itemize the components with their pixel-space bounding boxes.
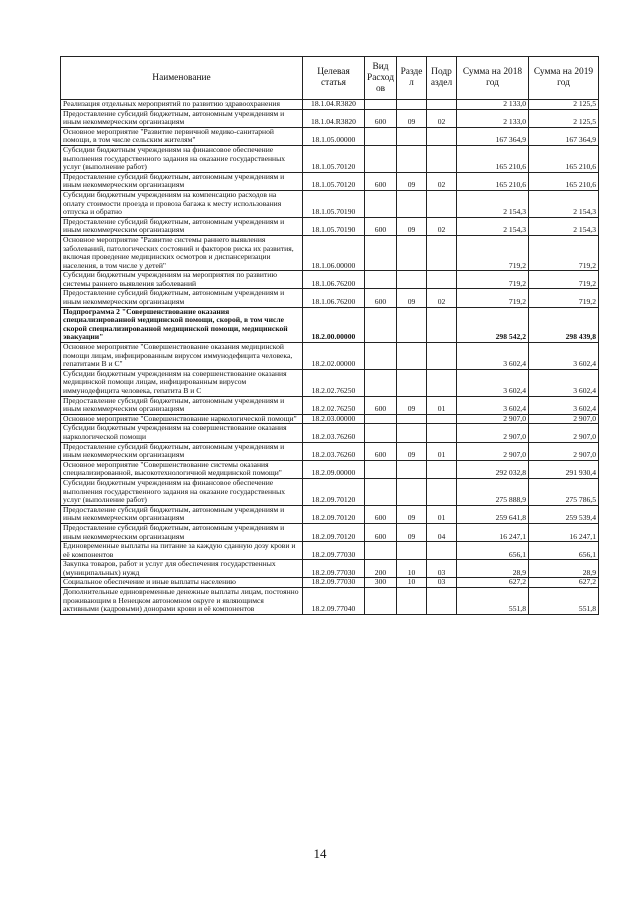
cell-kind [365, 100, 397, 110]
cell-target: 18.2.03.00000 [303, 414, 365, 424]
cell-sum-2019: 719,2 [529, 235, 599, 270]
cell-sum-2018: 719,2 [457, 235, 529, 270]
cell-section: 10 [397, 578, 427, 588]
cell-sum-2019: 2 907,0 [529, 424, 599, 442]
cell-subsection: 03 [427, 578, 457, 588]
cell-kind [365, 343, 397, 370]
cell-subsection: 02 [427, 109, 457, 127]
cell-kind: 600 [365, 289, 397, 307]
cell-kind [365, 542, 397, 560]
cell-sum-2018: 2 154,3 [457, 217, 529, 235]
cell-sum-2019: 165 210,6 [529, 172, 599, 190]
cell-name: Субсидии бюджетным учреждениям на финансовое обеспечение выполнения государственного задания на оказание государственных услуг (выполнение работ) [61, 145, 303, 172]
cell-kind: 600 [365, 505, 397, 523]
cell-section: 09 [397, 505, 427, 523]
table-row [61, 460, 599, 478]
cell-target: 18.1.04.R3820 [303, 109, 365, 127]
cell-sum-2018: 3 602,4 [457, 369, 529, 396]
table-row [61, 190, 599, 217]
table-row [61, 505, 599, 523]
cell-kind [365, 478, 397, 505]
cell-kind [365, 190, 397, 217]
cell-name: Социальное обеспечение и иные выплаты населению [61, 578, 303, 588]
cell-target: 18.2.09.77040 [303, 588, 365, 615]
cell-target: 18.2.09.00000 [303, 460, 365, 478]
cell-target: 18.1.06.76200 [303, 289, 365, 307]
cell-sum-2019: 551,8 [529, 588, 599, 615]
table-row [61, 217, 599, 235]
cell-kind: 600 [365, 109, 397, 127]
cell-section [397, 235, 427, 270]
cell-section [397, 127, 427, 145]
cell-section [397, 343, 427, 370]
table-row [61, 289, 599, 307]
cell-sum-2019: 259 539,4 [529, 505, 599, 523]
cell-name: Предоставление субсидий бюджетным, автономным учреждениям и иным некоммерческим организациям [61, 396, 303, 414]
cell-sum-2019: 2 907,0 [529, 442, 599, 460]
table-row [61, 343, 599, 370]
cell-subsection [427, 145, 457, 172]
cell-sum-2018: 719,2 [457, 289, 529, 307]
cell-name: Дополнительные единовременные денежные выплаты лицам, постоянно проживающим в Ненецком автономном округе и являющимся активными (кадровыми) донорами крови и её компонентов [61, 588, 303, 615]
cell-subsection [427, 588, 457, 615]
cell-sum-2019: 275 786,5 [529, 478, 599, 505]
cell-section: 09 [397, 442, 427, 460]
table-row [61, 109, 599, 127]
cell-sum-2018: 2 907,0 [457, 424, 529, 442]
cell-sum-2019: 2 125,5 [529, 100, 599, 110]
table-row [61, 578, 599, 588]
cell-sum-2019: 167 364,9 [529, 127, 599, 145]
table-row [61, 235, 599, 270]
cell-subsection [427, 424, 457, 442]
table-row [61, 523, 599, 541]
cell-sum-2018: 3 602,4 [457, 396, 529, 414]
cell-section: 10 [397, 560, 427, 578]
cell-kind [365, 369, 397, 396]
cell-sum-2018: 3 602,4 [457, 343, 529, 370]
cell-subsection [427, 127, 457, 145]
budget-table [60, 56, 599, 615]
cell-kind [365, 588, 397, 615]
cell-target: 18.1.06.76200 [303, 271, 365, 289]
cell-name: Предоставление субсидий бюджетным, автономным учреждениям и иным некоммерческим организациям [61, 172, 303, 190]
cell-section [397, 271, 427, 289]
cell-target: 18.1.05.00000 [303, 127, 365, 145]
cell-sum-2018: 259 641,8 [457, 505, 529, 523]
cell-name: Субсидии бюджетным учреждениям на совершенствование оказания наркологической помощи [61, 424, 303, 442]
table-row [61, 414, 599, 424]
cell-name: Предоставление субсидий бюджетным, автономным учреждениям и иным некоммерческим организациям [61, 217, 303, 235]
cell-kind [365, 235, 397, 270]
cell-kind: 600 [365, 217, 397, 235]
cell-name: Предоставление субсидий бюджетным, автономным учреждениям и иным некоммерческим организациям [61, 523, 303, 541]
header-section: Разде л [397, 57, 427, 100]
cell-name: Подпрограмма 2 "Совершенствование оказания специализированной медицинской помощи, скорой, в том числе скорой специализированной медицинской помощи, медицинской эвакуации" [61, 307, 303, 342]
cell-sum-2018: 275 888,9 [457, 478, 529, 505]
cell-name: Предоставление субсидий бюджетным, автономным учреждениям и иным некоммерческим организациям [61, 442, 303, 460]
table-row [61, 442, 599, 460]
cell-target: 18.1.04.R3820 [303, 100, 365, 110]
cell-subsection [427, 343, 457, 370]
cell-target: 18.1.05.70120 [303, 145, 365, 172]
cell-sum-2018: 165 210,6 [457, 145, 529, 172]
cell-sum-2019: 719,2 [529, 271, 599, 289]
cell-sum-2019: 3 602,4 [529, 343, 599, 370]
cell-sum-2019: 165 210,6 [529, 145, 599, 172]
header-target: Целевая статья [303, 57, 365, 100]
cell-sum-2019: 3 602,4 [529, 396, 599, 414]
cell-sum-2019: 2 907,0 [529, 414, 599, 424]
cell-kind: 200 [365, 560, 397, 578]
cell-sum-2018: 551,8 [457, 588, 529, 615]
cell-sum-2018: 2 154,3 [457, 190, 529, 217]
page-number: 14 [313, 846, 327, 861]
cell-name: Единовременные выплаты на питание за каждую сданную дозу крови и её компонентов [61, 542, 303, 560]
cell-sum-2018: 16 247,1 [457, 523, 529, 541]
cell-section [397, 460, 427, 478]
cell-sum-2019: 16 247,1 [529, 523, 599, 541]
cell-sum-2019: 2 125,5 [529, 109, 599, 127]
table-row [61, 100, 599, 110]
cell-section [397, 145, 427, 172]
cell-section [397, 478, 427, 505]
cell-subsection: 01 [427, 442, 457, 460]
cell-section: 09 [397, 172, 427, 190]
cell-kind [365, 271, 397, 289]
table-body [61, 100, 599, 615]
cell-section: 09 [397, 523, 427, 541]
cell-subsection [427, 414, 457, 424]
cell-section [397, 369, 427, 396]
cell-section [397, 542, 427, 560]
cell-kind [365, 460, 397, 478]
cell-name: Предоставление субсидий бюджетным, автономным учреждениям и иным некоммерческим организациям [61, 505, 303, 523]
header-kind: Вид Расход ов [365, 57, 397, 100]
cell-target: 18.2.09.70120 [303, 523, 365, 541]
cell-subsection [427, 542, 457, 560]
cell-subsection [427, 369, 457, 396]
cell-sum-2019: 291 930,4 [529, 460, 599, 478]
cell-sum-2018: 627,2 [457, 578, 529, 588]
cell-kind [365, 424, 397, 442]
cell-sum-2018: 28,9 [457, 560, 529, 578]
cell-target: 18.2.00.00000 [303, 307, 365, 342]
cell-section [397, 307, 427, 342]
cell-subsection: 02 [427, 289, 457, 307]
table-row [61, 396, 599, 414]
cell-section [397, 424, 427, 442]
cell-sum-2019: 656,1 [529, 542, 599, 560]
cell-name: Основное мероприятие "Совершенствование наркологической помощи" [61, 414, 303, 424]
table-row [61, 424, 599, 442]
table-row [61, 172, 599, 190]
table-row [61, 127, 599, 145]
cell-kind: 300 [365, 578, 397, 588]
cell-section: 09 [397, 289, 427, 307]
cell-subsection: 02 [427, 217, 457, 235]
cell-target: 18.2.09.70120 [303, 478, 365, 505]
cell-subsection [427, 271, 457, 289]
cell-name: Субсидии бюджетным учреждениям на компенсацию расходов на оплату стоимости проезда и провоза багажа к месту использования отпуска и обратно [61, 190, 303, 217]
header-name: Наименование [61, 57, 303, 100]
cell-sum-2019: 627,2 [529, 578, 599, 588]
cell-name: Основное мероприятие "Развитие системы раннего выявления заболеваний, патологических состояний и факторов риска их развития, включая проведение медицинских осмотров и диспансеризации населения, в том числе у детей" [61, 235, 303, 270]
cell-sum-2019: 2 154,3 [529, 190, 599, 217]
cell-subsection [427, 190, 457, 217]
cell-kind: 600 [365, 523, 397, 541]
table-row [61, 307, 599, 342]
cell-section [397, 588, 427, 615]
cell-name: Основное мероприятие "Развитие первичной медико-санитарной помощи, в том числе сельским жителям" [61, 127, 303, 145]
cell-sum-2019: 298 439,8 [529, 307, 599, 342]
cell-name: Основное мероприятие "Совершенствование оказания медицинской помощи лицам, инфицированным вирусом иммунодефицита человека, гепатитами В и С" [61, 343, 303, 370]
cell-name: Субсидии бюджетным учреждениям на совершенствование оказания медицинской помощи лицам, инфицированным вирусом иммунодефицита человека, гепатита В и С [61, 369, 303, 396]
cell-sum-2018: 165 210,6 [457, 172, 529, 190]
cell-name: Предоставление субсидий бюджетным, автономным учреждениям и иным некоммерческим организациям [61, 109, 303, 127]
cell-sum-2018: 719,2 [457, 271, 529, 289]
cell-target: 18.2.02.00000 [303, 343, 365, 370]
table-row [61, 588, 599, 615]
cell-target: 18.2.09.70120 [303, 505, 365, 523]
cell-sum-2019: 719,2 [529, 289, 599, 307]
table-row [61, 271, 599, 289]
cell-subsection: 03 [427, 560, 457, 578]
cell-target: 18.2.03.76260 [303, 442, 365, 460]
cell-sum-2018: 2 907,0 [457, 414, 529, 424]
cell-subsection [427, 100, 457, 110]
cell-sum-2018: 2 133,0 [457, 100, 529, 110]
cell-target: 18.1.05.70190 [303, 190, 365, 217]
cell-kind: 600 [365, 396, 397, 414]
cell-target: 18.1.05.70190 [303, 217, 365, 235]
cell-subsection [427, 460, 457, 478]
cell-name: Основное мероприятие "Совершенствование системы оказания специализированной, высокотехнологичной медицинской помощи" [61, 460, 303, 478]
cell-subsection [427, 235, 457, 270]
cell-kind [365, 145, 397, 172]
cell-sum-2019: 28,9 [529, 560, 599, 578]
cell-sum-2018: 2 133,0 [457, 109, 529, 127]
cell-name: Реализация отдельных мероприятий по развитию здравоохранения [61, 100, 303, 110]
cell-target: 18.1.06.00000 [303, 235, 365, 270]
table-row [61, 145, 599, 172]
cell-name: Субсидии бюджетным учреждениям на финансовое обеспечение выполнения государственного задания на оказание государственных услуг (выполнение работ) [61, 478, 303, 505]
cell-sum-2018: 167 364,9 [457, 127, 529, 145]
cell-section [397, 414, 427, 424]
cell-target: 18.2.02.76250 [303, 369, 365, 396]
cell-target: 18.1.05.70120 [303, 172, 365, 190]
cell-section [397, 100, 427, 110]
cell-name: Предоставление субсидий бюджетным, автономным учреждениям и иным некоммерческим организациям [61, 289, 303, 307]
cell-name: Закупка товаров, работ и услуг для обеспечения государственных (муниципальных) нужд [61, 560, 303, 578]
table-row [61, 369, 599, 396]
cell-sum-2018: 298 542,2 [457, 307, 529, 342]
cell-name: Субсидии бюджетным учреждениям на мероприятия по развитию системы раннего выявления заболеваний [61, 271, 303, 289]
cell-section: 09 [397, 217, 427, 235]
cell-kind [365, 307, 397, 342]
cell-subsection [427, 478, 457, 505]
header-subsection: Подр аздел [427, 57, 457, 100]
cell-subsection: 04 [427, 523, 457, 541]
table-row [61, 478, 599, 505]
cell-sum-2018: 2 907,0 [457, 442, 529, 460]
table-row [61, 560, 599, 578]
cell-sum-2019: 3 602,4 [529, 369, 599, 396]
cell-target: 18.2.09.77030 [303, 578, 365, 588]
cell-kind: 600 [365, 172, 397, 190]
cell-sum-2019: 2 154,3 [529, 217, 599, 235]
cell-kind: 600 [365, 442, 397, 460]
cell-target: 18.2.09.77030 [303, 560, 365, 578]
cell-subsection: 01 [427, 505, 457, 523]
cell-target: 18.2.02.76250 [303, 396, 365, 414]
header-sum-2018: Сумма на 2018 год [457, 57, 529, 100]
cell-subsection: 02 [427, 172, 457, 190]
cell-subsection [427, 307, 457, 342]
cell-target: 18.2.03.76260 [303, 424, 365, 442]
cell-sum-2018: 656,1 [457, 542, 529, 560]
cell-kind [365, 414, 397, 424]
cell-section [397, 190, 427, 217]
cell-section: 09 [397, 109, 427, 127]
cell-subsection: 01 [427, 396, 457, 414]
header-sum-2019: Сумма на 2019 год [529, 57, 599, 100]
cell-target: 18.2.09.77030 [303, 542, 365, 560]
cell-section: 09 [397, 396, 427, 414]
table-header-row [61, 57, 599, 100]
cell-kind [365, 127, 397, 145]
table-row [61, 542, 599, 560]
cell-sum-2018: 292 032,8 [457, 460, 529, 478]
